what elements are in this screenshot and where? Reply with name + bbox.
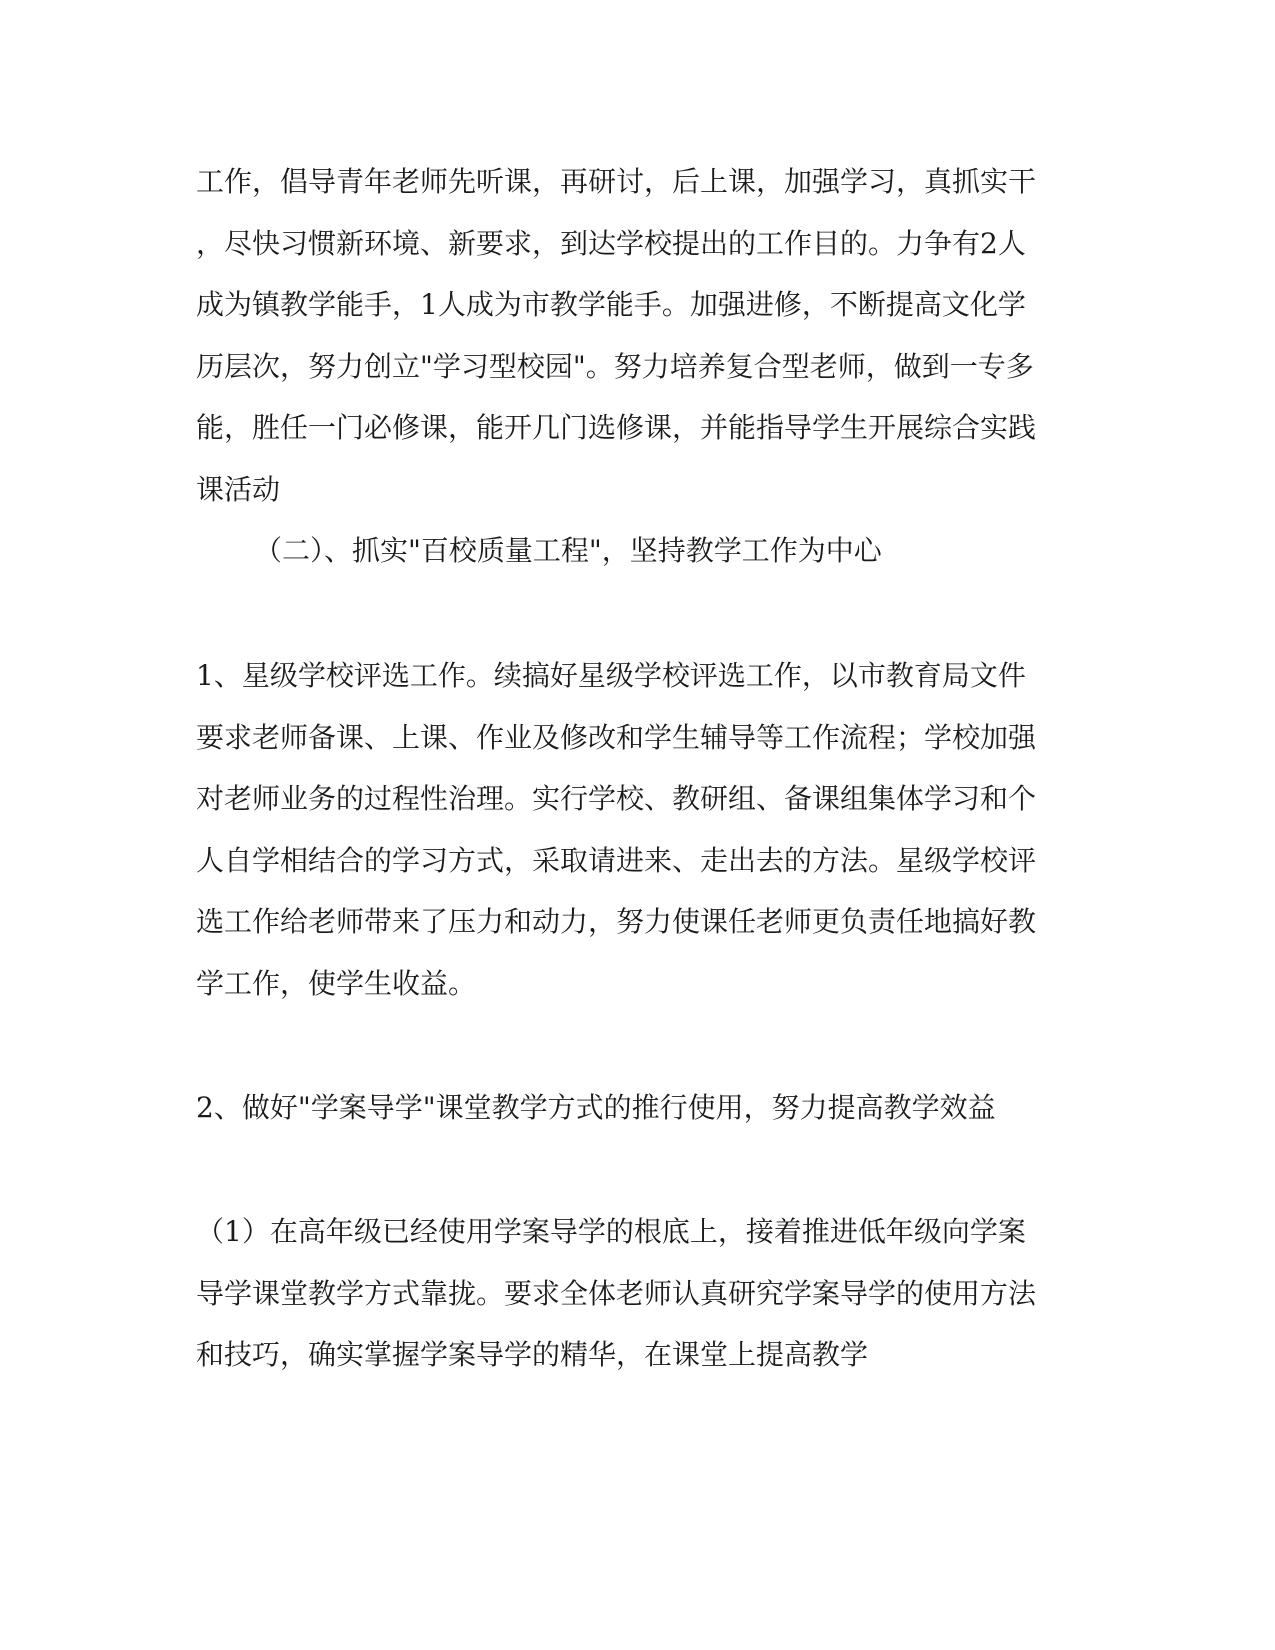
item-heading: 2、做好"学案导学"课堂教学方式的推行使用，努力提高教学效益: [196, 1091, 996, 1124]
text-line: （1）在高年级已经使用学案导学的根底上，接着推进低年级向学案: [196, 1215, 1026, 1248]
text-line: 成为镇教学能手，1人成为市教学能手。加强进修，不断提高文化学: [196, 288, 1026, 321]
text-line: 选工作给老师带来了压力和动力，努力使课任老师更负责任地搞好教: [196, 905, 1037, 938]
text-line: 学工作，使学生收益。: [196, 967, 477, 1000]
text-line: 和技巧，确实掌握学案导学的精华，在课堂上提高教学: [196, 1338, 869, 1371]
text-line: 能，胜任一门必修课，能开几门选修课，并能指导学生开展综合实践: [196, 411, 1037, 444]
text-line: 对老师业务的过程性治理。实行学校、教研组、备课组集体学习和个: [196, 782, 1037, 815]
text-line: 人自学相结合的学习方式，采取请进来、走出去的方法。星级学校评: [196, 844, 1037, 877]
text-line: 1、星级学校评选工作。续搞好星级学校评选工作，以市教育局文件: [196, 659, 1026, 692]
text-line: 历层次，努力创立"学习型校园"。努力培养复合型老师，做到一专多: [196, 350, 1034, 383]
text-line: 工作，倡导青年老师先听课，再研讨，后上课，加强学习，真抓实干: [196, 165, 1037, 198]
text-line: ，尽快习惯新环境、新要求，到达学校提出的工作目的。力争有2人: [196, 227, 1026, 260]
text-line: 要求老师备课、上课、作业及修改和学生辅导等工作流程；学校加强: [196, 721, 1037, 754]
text-line: 课活动: [196, 473, 281, 506]
section-heading: （二）、抓实"百校质量工程"，坚持教学工作为中心: [254, 534, 882, 567]
text-line: 导学课堂教学方式靠拢。要求全体老师认真研究学案导学的使用方法: [196, 1277, 1037, 1310]
